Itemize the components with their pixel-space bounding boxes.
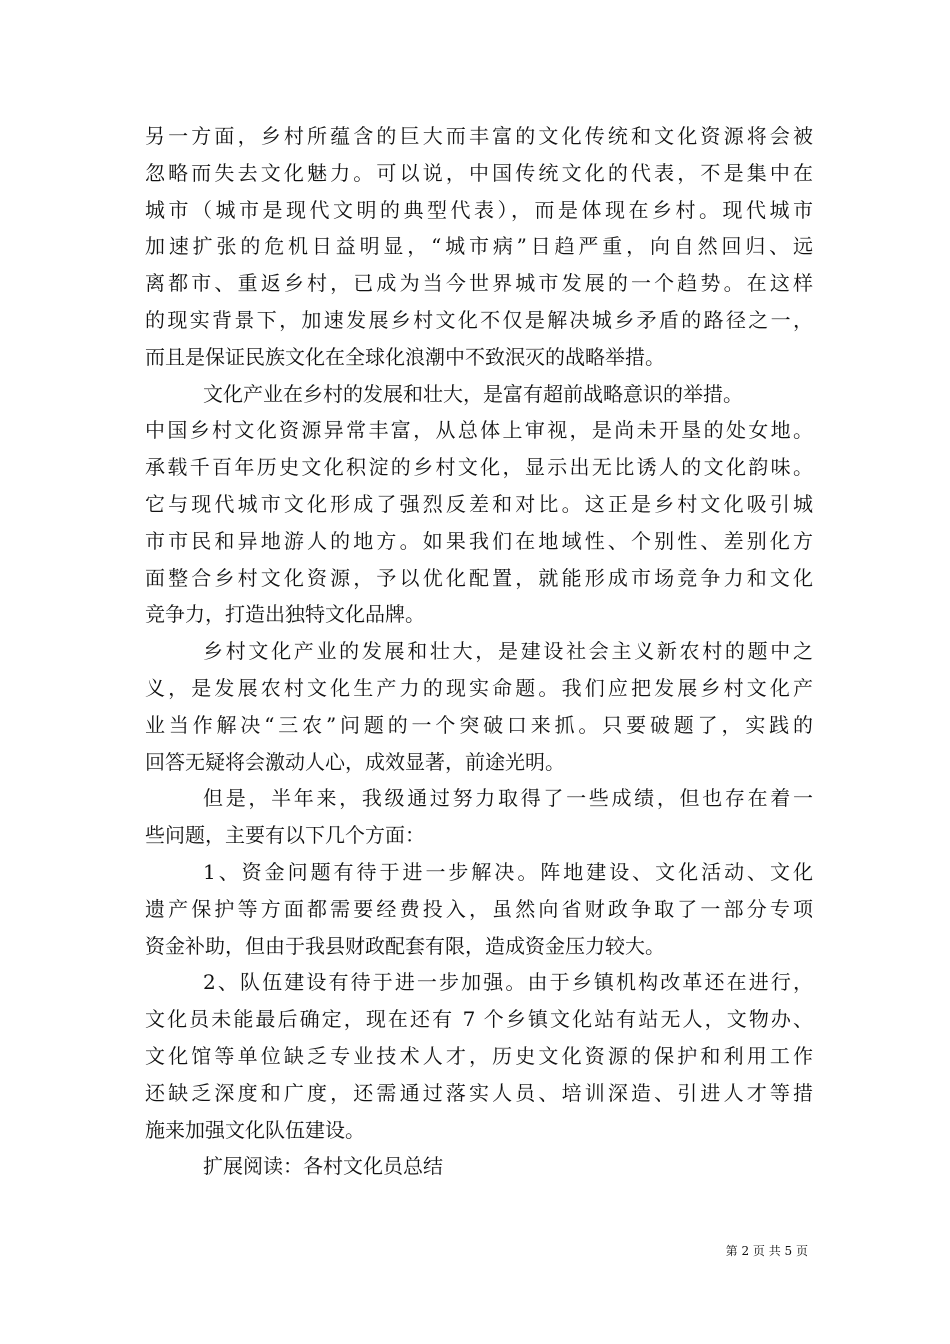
text-line: 业当作解决“三农”问题的一个突破口来抓。只要破题了，实践的 [145,712,813,737]
text-line: 遗产保护等方面都需要经费投入，虽然向省财政争取了一部分专项 [145,896,813,921]
text-line: 忽略而失去文化魅力。可以说，中国传统文化的代表，不是集中在 [145,160,813,185]
text-line: 它与现代城市文化形成了强烈反差和对比。这正是乡村文化吸引城 [145,491,813,516]
text-line: 离都市、重返乡村，已成为当今世界城市发展的一个趋势。在这样 [145,271,813,296]
text-line: 文化员未能最后确定，现在还有 7 个乡镇文化站有站无人，文物办、 [145,1007,813,1032]
text-line: 些问题，主要有以下几个方面： [145,823,425,848]
text-line: 加速扩张的危机日益明显，“城市病”日趋严重，向自然回归、远 [145,234,813,259]
text-line: 资金补助，但由于我县财政配套有限，造成资金压力较大。 [145,933,665,958]
text-line: 面整合乡村文化资源，予以优化配置，就能形成市场竞争力和文化 [145,565,813,590]
text-line: 但是，半年来，我级通过努力取得了一些成绩，但也存在着一 [203,786,813,811]
text-line: 1、资金问题有待于进一步解决。阵地建设、文化活动、文化 [203,859,813,884]
text-line: 乡村文化产业的发展和壮大，是建设社会主义新农村的题中之 [203,639,813,664]
text-line: 的现实背景下，加速发展乡村文化不仅是解决城乡矛盾的路径之一， [145,307,813,332]
text-line: 文化产业在乡村的发展和壮大，是富有超前战略意识的举措。 [203,381,743,406]
text-line: 城市（城市是现代文明的典型代表），而是体现在乡村。现代城市 [145,197,813,222]
text-line: 中国乡村文化资源异常丰富，从总体上审视，是尚未开垦的处女地。 [145,418,813,443]
text-line: 另一方面，乡村所蕴含的巨大而丰富的文化传统和文化资源将会被 [145,124,813,148]
text-line: 而且是保证民族文化在全球化浪潮中不致泯灭的战略举措。 [145,344,665,369]
document-body [145,118,813,1185]
text-line: 施来加强文化队伍建设。 [145,1117,365,1142]
text-line: 扩展阅读：各村文化员总结 [203,1154,443,1179]
text-line: 市市民和异地游人的地方。如果我们在地域性、个别性、差别化方 [145,528,813,553]
text-line: 竞争力，打造出独特文化品牌。 [145,602,425,627]
text-line: 义，是发展农村文化生产力的现实命题。我们应把发展乡村文化产 [145,675,813,700]
page-footer: 第 2 页 共 5 页 [725,1244,808,1258]
text-line: 承载千百年历史文化积淀的乡村文化，显示出无比诱人的文化韵味。 [145,455,813,480]
text-line: 回答无疑将会激动人心，成效显著，前途光明。 [145,749,565,774]
text-line: 2、队伍建设有待于进一步加强。由于乡镇机构改革还在进行， [203,970,813,995]
text-line: 还缺乏深度和广度，还需通过落实人员、培训深造、引进人才等措 [145,1080,813,1105]
text-line: 文化馆等单位缺乏专业技术人才，历史文化资源的保护和利用工作 [145,1043,813,1068]
